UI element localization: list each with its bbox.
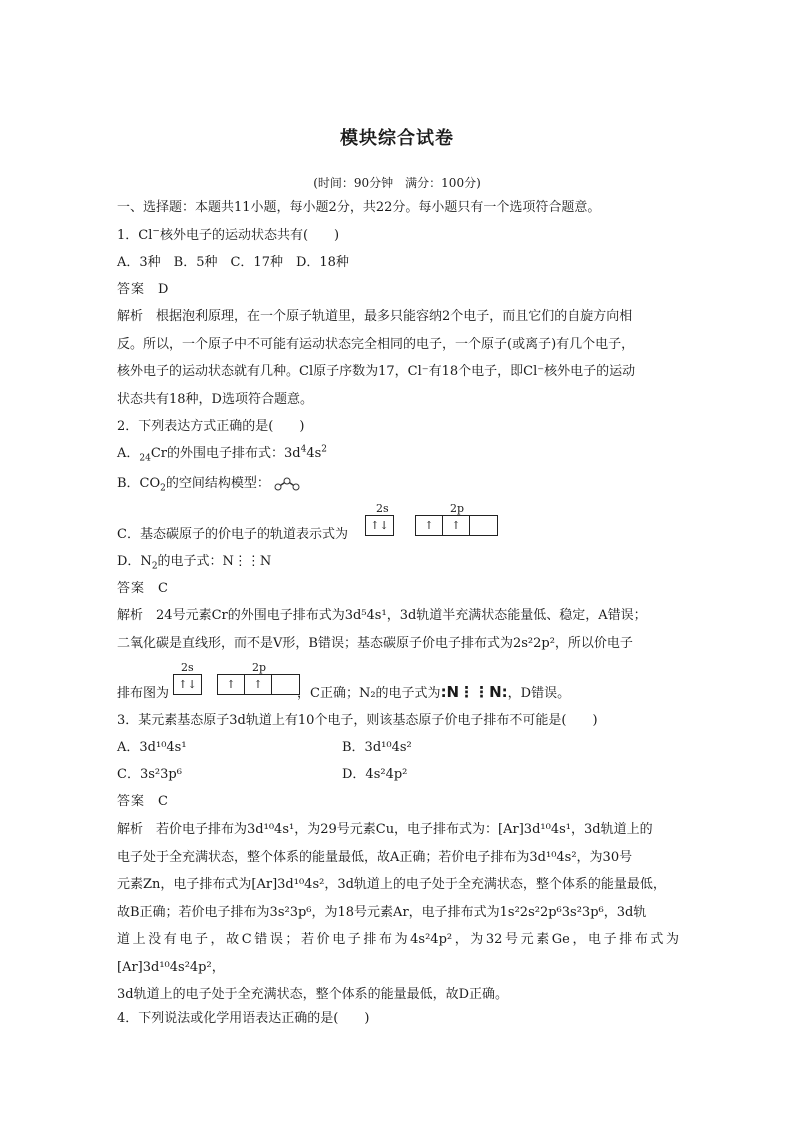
q3-option-c: C．3s²3p⁶	[117, 767, 182, 782]
q3-answer: 答案 C	[117, 794, 168, 809]
analysis-orbital-2p-box	[217, 674, 300, 695]
orbital-cell: ↑↓	[178, 678, 197, 691]
q2-stem: 2．下列表达方式正确的是( )	[117, 419, 305, 434]
page-title: 模块综合试卷	[340, 128, 454, 149]
q2-answer: 答案 C	[117, 581, 168, 596]
orbital-cell: ↑	[218, 675, 245, 694]
q1-analysis: 解析 根据泡利原理，在一个原子轨道里，最多只能容纳2个电子，而且它们的自旋方向相 反。所以，一个原子中不可能有运动状态完全相同的电子，一个原子(或离子)有几个电子， 核外电子的运动状态就有几种。Cl原子序数为17，Cl⁻有18个电子，即Cl⁻核外电子的运动 状态共有18种，D选项符合题意。	[117, 309, 636, 407]
analysis-orbital-2s-box	[173, 674, 202, 695]
bent-molecule-model-icon	[274, 477, 300, 491]
q2-option-a: A．$_{24}$Cr的外围电子排布式：$3d^44s^2$	[117, 444, 328, 464]
q2-option-d: D．$N_2$的电子式：N⋮⋮N	[117, 554, 272, 572]
orbital-cell: ↑	[443, 516, 470, 535]
orbital-2p-label: 2p	[450, 502, 465, 515]
section-heading: 一、选择题：本题共11小题，每小题2分，共22分。每小题只有一个选项符合题意。	[117, 200, 601, 215]
q2-option-b: B．$CO_2$的空间结构模型：	[117, 475, 300, 493]
orbital-cell: ↑↓	[370, 519, 389, 532]
q2-analysis-line3: 排布图为 ，C正确；N₂的电子式为:N⋮⋮N:，D错误。	[117, 683, 571, 701]
orbital-cell	[272, 675, 299, 694]
exam-time-score: (时间：90分钟 满分：100分)	[313, 176, 481, 190]
orbital-2p-box	[415, 515, 498, 536]
analysis-orbital-2p-label: 2p	[252, 661, 267, 674]
q3-option-d: D．4s²4p²	[342, 767, 408, 782]
q4-stem: 4．下列说法或化学用语表达正确的是( )	[117, 1011, 370, 1026]
analysis-orbital-2s-label: 2s	[181, 661, 194, 674]
q3-option-b: B．3d¹⁰4s²	[342, 740, 412, 755]
orbital-cell: ↑	[416, 516, 443, 535]
orbital-cell: ↑	[245, 675, 272, 694]
q3-stem: 3．某元素基态原子3d轨道上有10个电子，则该基态原子价电子排布不可能是( )	[117, 713, 598, 728]
q2-option-c: C．基态碳原子的价电子的轨道表示式为	[117, 527, 348, 542]
orbital-cell	[470, 516, 497, 535]
orbital-2s-label: 2s	[376, 502, 389, 515]
q2-analysis: 解析 24号元素Cr的外围电子排布式为3d⁵4s¹，3d轨道半充满状态能量低、稳定，A错误； 二氧化碳是直线形，而不是V形，B错误；基态碳原子价电子排布式为2s²2p²，所以价电子	[117, 608, 647, 651]
q3-analysis: 解析 若价电子排布为3d¹⁰4s¹，为29号元素Cu，电子排布式为：[Ar]3d¹⁰4s¹，3d轨道上的 电子处于全充满状态，整个体系的能量最低，故A正确；若价电子排布为3d¹⁰4s²，为30号 元素Zn，电子排布式为[Ar]3d¹⁰4s²，3d轨道上的电子处于全充满状态，整个体系的能量最低， 故B正确；若价电子排布为3s²3p⁶，为18号元素Ar，电子排布式为1s²2s²2p⁶3s²3p⁶，3d轨 道上没有电子，故C错误；若价电子排布为4s²4p²，为32号元素Ge，电子排布式为[Ar]3d¹⁰4s²4p²， 3d轨道上的电子处于全充满状态，整个体系的能量最低，故D正确。	[117, 822, 679, 1002]
q3-option-a: A．3d¹⁰4s¹	[117, 740, 187, 755]
orbital-2s-box	[365, 515, 394, 536]
q1-stem: 1．Cl−核外电子的运动状态共有( )	[117, 226, 340, 243]
q1-answer: 答案 D	[117, 282, 169, 297]
q1-options: A．3种 B．5种 C．17种 D．18种	[117, 255, 349, 270]
